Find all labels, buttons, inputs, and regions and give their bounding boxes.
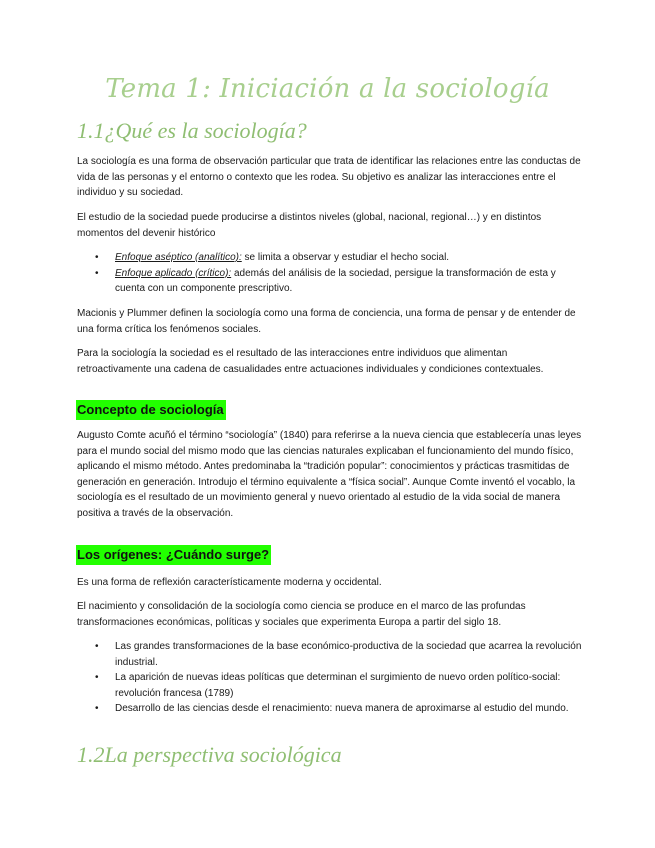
- document-title: Tema 1: Iniciación a la sociología: [105, 74, 550, 104]
- list-item-text: Las grandes transformaciones de la base económico-productiva de la sociedad que acarrea la revolución industrial.: [115, 641, 582, 668]
- origins-list: [92, 639, 582, 717]
- term-aseptic: Enfoque aséptico (analítico):: [115, 252, 242, 263]
- bullet: •: [95, 672, 99, 684]
- bullet: •: [95, 641, 99, 652]
- paragraph-society: Para la sociología la sociedad es el resultado de las interacciones entre individuos que alimentan retroactivamente una cadena de casualidades entre actuaciones individuales y condiciones contextuales.: [77, 348, 544, 375]
- list-item: [92, 670, 582, 701]
- list-item-text: La aparición de nuevas ideas políticas que determinan el surgimiento de nuevo orden político-social: revolución francesa (1789): [115, 672, 561, 699]
- section-heading-1-1: 1.1¿Qué es la sociología?: [77, 118, 307, 143]
- list-item-text: Desarrollo de las ciencias desde el renacimiento: nueva manera de aproximarse al estudio del mundo.: [115, 703, 569, 715]
- paragraph-intro: La sociología es una forma de observación particular que trata de identificar las relaciones entre las conductas de vida de las personas y el entorno o contexto que les rodea. Su objetivo es analizar las interacciones entre el individuo y su sociedad.: [77, 156, 581, 199]
- list-item: [92, 639, 582, 670]
- list-item: [92, 266, 582, 297]
- paragraph-macionis: Macionis y Plummer definen la sociología como una forma de conciencia, una forma de pensar y de entender de una forma crítica los fenómenos sociales.: [77, 308, 576, 335]
- highlight-heading-origins: Los orígenes: ¿Cuándo surge?: [76, 545, 271, 565]
- approaches-list: [92, 250, 582, 297]
- bullet: •: [95, 703, 99, 715]
- highlight-heading-concept: Concepto de sociología: [76, 400, 226, 420]
- section-heading-1-2: 1.2La perspectiva sociológica: [77, 742, 342, 767]
- term-applied: Enfoque aplicado (crítico):: [115, 267, 232, 279]
- list-item: [92, 701, 582, 717]
- paragraph-comte: Augusto Comte acuñó el término “sociología” (1840) para referirse a la nueva ciencia que establecería unas leyes para el mundo social del mismo modo que las ciencias naturales explicaban el funcionamiento del mundo físico, aplicando el mismo método. Antes predominaba la “tradición popular”: conocimientos y prácticas trasmitidas de generación en generación. Introdujo el término equivalente a “física social”. Aunque Comte inventó el vocablo, la sociología es el resultado de un movimiento general y nuevo orientado al estudio de la vida social de manera positiva a través de la observación.: [77, 430, 582, 519]
- term-description: se limita a observar y estudiar el hecho social.: [241, 252, 450, 263]
- bullet: •: [95, 267, 99, 279]
- list-item: [92, 250, 582, 266]
- term-description: además del análisis de la sociedad, persigue la transformación de esta y cuenta con un componente prescriptivo.: [115, 267, 556, 295]
- bullet: •: [95, 252, 99, 263]
- paragraph-levels: El estudio de la sociedad puede producirse a distintos niveles (global, nacional, regional…) y en distintos momentos del devenir histórico: [77, 212, 542, 239]
- paragraph-modern: Es una forma de reflexión característicamente moderna y occidental.: [77, 577, 382, 588]
- paragraph-birth: El nacimiento y consolidación de la sociología como ciencia se produce en el marco de las profundas transformaciones económicas, políticas y sociales que experimenta Europa a partir del siglo 18.: [77, 601, 526, 628]
